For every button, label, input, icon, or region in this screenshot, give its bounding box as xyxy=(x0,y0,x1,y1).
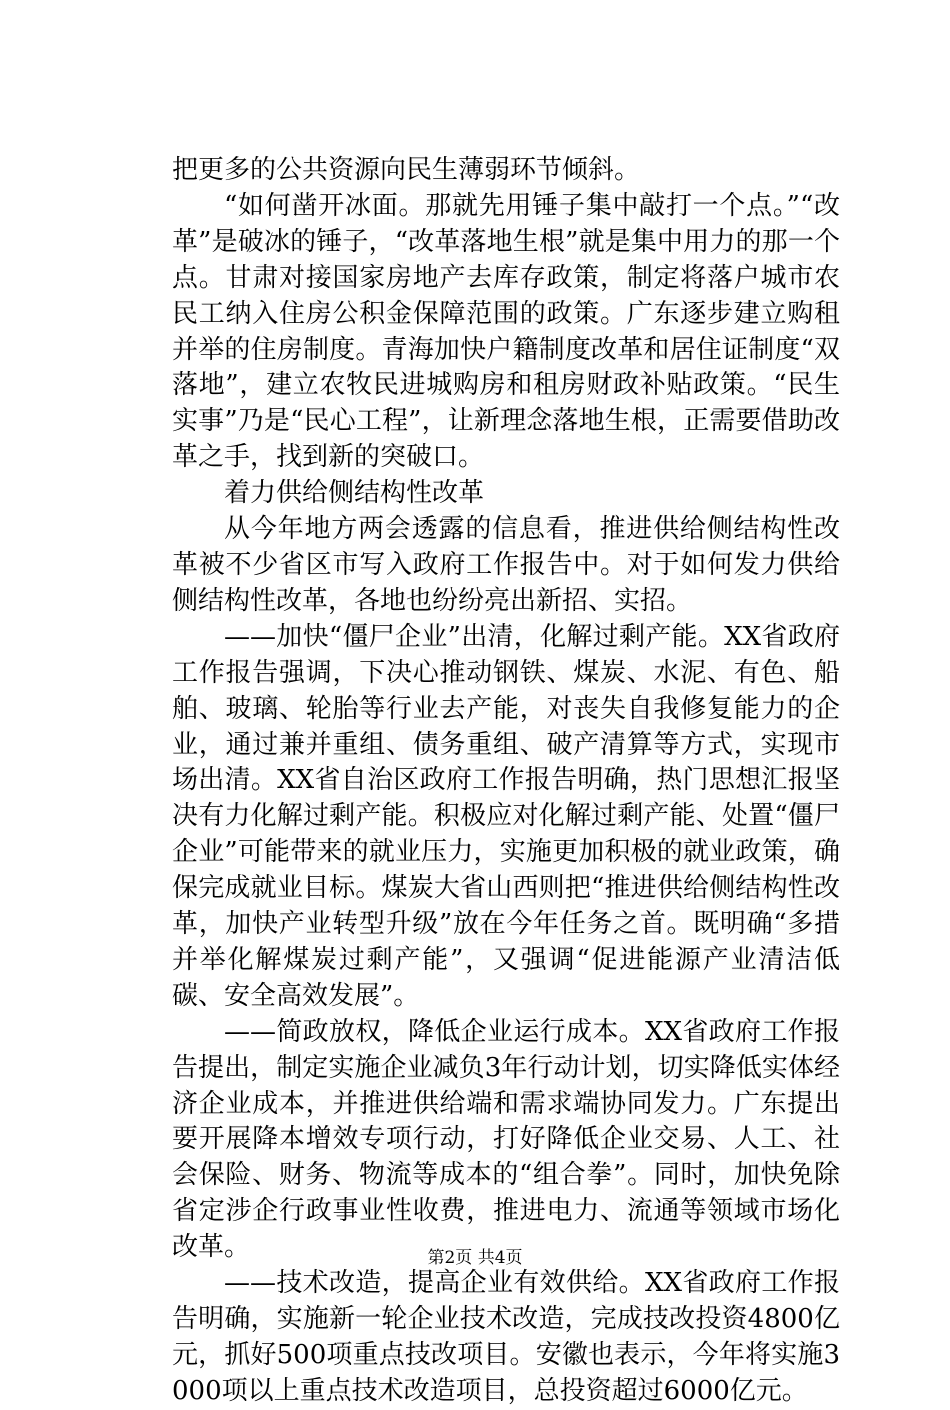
section-heading-supply-side: 着力供给侧结构性改革 xyxy=(224,478,485,509)
document-body xyxy=(172,153,840,1410)
paragraph-zombie-enterprises: ——加快“僵尸企业”出清，化解过剩产能。XX省政府工作报告强调，下决心推动钢铁、煤炭、水泥、有色、船舶、玻璃、轮胎等行业去产能，对丧失自我修复能力的企业，通过兼并重组、债务重组、破产清算等方式，实现市场出清。XX省自治区政府工作报告明确，热门思想汇报坚决有力化解过剩产能。积极应对化解过剩产能、处置“僵尸企业”可能带来的就业压力，实施更加积极的就业政策，确保完成就业目标。煤炭大省山西则把“推进供给侧结构性改革，加快产业转型升级”放在今年任务之首。既明确“多措并举化解煤炭过剩产能”，又强调“促进能源产业清洁低碳、安全高效发展”。 xyxy=(172,621,840,1011)
paragraph-two-sessions: 从今年地方两会透露的信息看，推进供给侧结构性改革被不少省区市写入政府工作报告中。对于如何发力供给侧结构性改革，各地也纷纷亮出新招、实招。 xyxy=(172,514,840,616)
paragraph-continuation: 把更多的公共资源向民生薄弱环节倾斜。 xyxy=(172,155,641,185)
paragraph-cost-reduction: ——简政放权，降低企业运行成本。XX省政府工作报告提出，制定实施企业减负3年行动计划，切实降低实体经济企业成本，并推进供给端和需求端协同发力。广东提出要开展降本增效专项行动，打好降低企业交易、人工、社会保险、财务、物流等成本的“组合拳”。同时，加快免除省定涉企行政事业性收费，推进电力、流通等领域市场化改革。 xyxy=(172,1016,840,1263)
paragraph-reform-hammer: “如何凿开冰面。那就先用锤子集中敲打一个点。”“改革”是破冰的锤子，“改革落地生根”就是集中用力的那一个点。甘肃对接国家房地产去库存政策，制定将落户城市农民工纳入住房公积金保障范围的政策。广东逐步建立购租并举的住房制度。青海加快户籍制度改革和居住证制度“双落地”，建立农牧民进城购房和租房财政补贴政策。“民生实事”乃是“民心工程”，让新理念落地生根，正需要借助改革之手，找到新的突破口。 xyxy=(172,190,840,473)
page-number-footer: 第2页 共4页 xyxy=(427,1248,523,1268)
paragraph-tech-upgrade: ——技术改造，提高企业有效供给。XX省政府工作报告明确，实施新一轮企业技术改造，完成技改投资4800亿元，抓好500项重点技改项目。安徽也表示，今年将实施3000项以上重点技术改造项目，总投资超过6000亿元。 xyxy=(172,1268,840,1406)
